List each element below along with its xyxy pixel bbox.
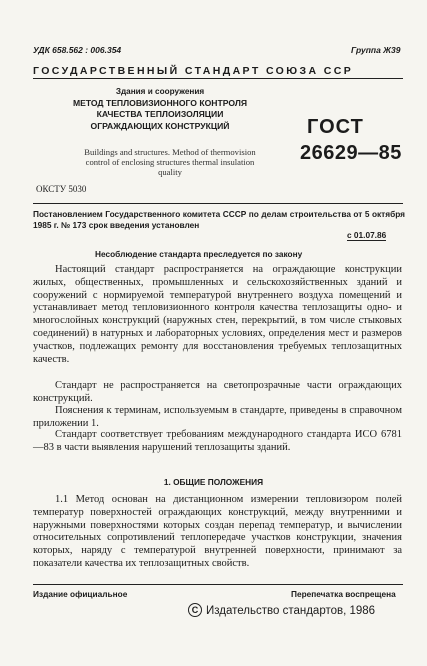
copyright-line — [188, 603, 375, 617]
section-heading: 1. ОБЩИЕ ПОЛОЖЕНИЯ — [163, 477, 264, 487]
paragraph-exclusion: Стандарт не распространяется на светопрозрачные части ограждающих конструкций. — [33, 380, 402, 404]
okstu-code: ОКСТУ 5030 — [36, 184, 87, 194]
paragraph-terms: Пояснения к терминам, используемым в стандарте, приведены в справочном приложении 1. — [33, 405, 402, 429]
title-subject: Здания и сооружения — [115, 87, 205, 96]
legal-warning: Несоблюдение стандарта преследуется по закону — [95, 249, 303, 259]
paragraph-iso: Стандарт соответствует требованиям международного стандарта ИСО 6781—83 в части выявления нарушений теплозащиты зданий. — [33, 429, 402, 453]
gost-number: 26629—85 — [300, 142, 402, 164]
copyright-text: Издательство стандартов, 1986 — [206, 605, 376, 617]
title-line-1: МЕТОД ТЕПЛОВИЗИОННОГО КОНТРОЛЯ — [72, 97, 248, 108]
reprint-note: Перепечатка воспрещена — [291, 589, 396, 599]
effective-date: с 01.07.86 — [347, 230, 387, 240]
header-divider — [33, 78, 403, 79]
title-divider — [33, 203, 403, 204]
decree-text: Постановлением Государственного комитета СССР по делам строительства от 5 октября 1985 г. № 173 срок введения установлен — [33, 209, 405, 230]
gost-label: ГОСТ — [307, 116, 364, 138]
copyright-icon: C — [188, 603, 202, 617]
paragraph-scope: Настоящий стандарт распространяется на ограждающие конструкции жилых, общественных, промышленных и сельскохозяйственных зданий и сооружений с нормируемой температурой внутреннего воздуха помещений и устанавливает метод тепловизионного контроля качества теплозащиты одно- и многослойных конструкций (наружных стен, перекрытий, в том числе стыковых соединений) в натурных и лабораторных условиях, определения мест и размеров участков, подлежащих ремонту для восстановления требуемых теплозащитных качеств. — [33, 264, 402, 365]
footer-divider — [33, 584, 403, 585]
standard-heading: ГОСУДАРСТВЕННЫЙ СТАНДАРТ СОЮЗА ССР — [33, 65, 354, 77]
english-title-line-1: Buildings and structures. Method of thermovision — [84, 147, 256, 157]
english-title — [66, 147, 274, 177]
edition-note: Издание официальное — [33, 589, 128, 599]
english-title-line-2: control of enclosing structures thermal insulation — [85, 157, 255, 167]
english-title-line-3: quality — [158, 167, 182, 177]
paragraph-1-1: 1.1 Метод основан на дистанционном измерении тепловизором полей температур поверхностей ограждающих конструкций, между внутренними и наружными поверхностями которых создан перепад температур, и вычислении относительных сопротивлений теплопередаче участков конструкции, значения которых, наряду с температурой внутренней поверхности, принимают за показатели качества их теплозащитных свойств. — [33, 494, 402, 569]
udk-code: УДК 658.562 : 006.354 — [33, 45, 122, 55]
title-line-2: КАЧЕСТВА ТЕПЛОИЗОЛЯЦИИ — [96, 109, 224, 119]
title-line-3: ОГРАЖДАЮЩИХ КОНСТРУКЦИЙ — [90, 120, 230, 131]
document-title — [40, 86, 280, 132]
group-code: Группа Ж39 — [351, 45, 401, 55]
